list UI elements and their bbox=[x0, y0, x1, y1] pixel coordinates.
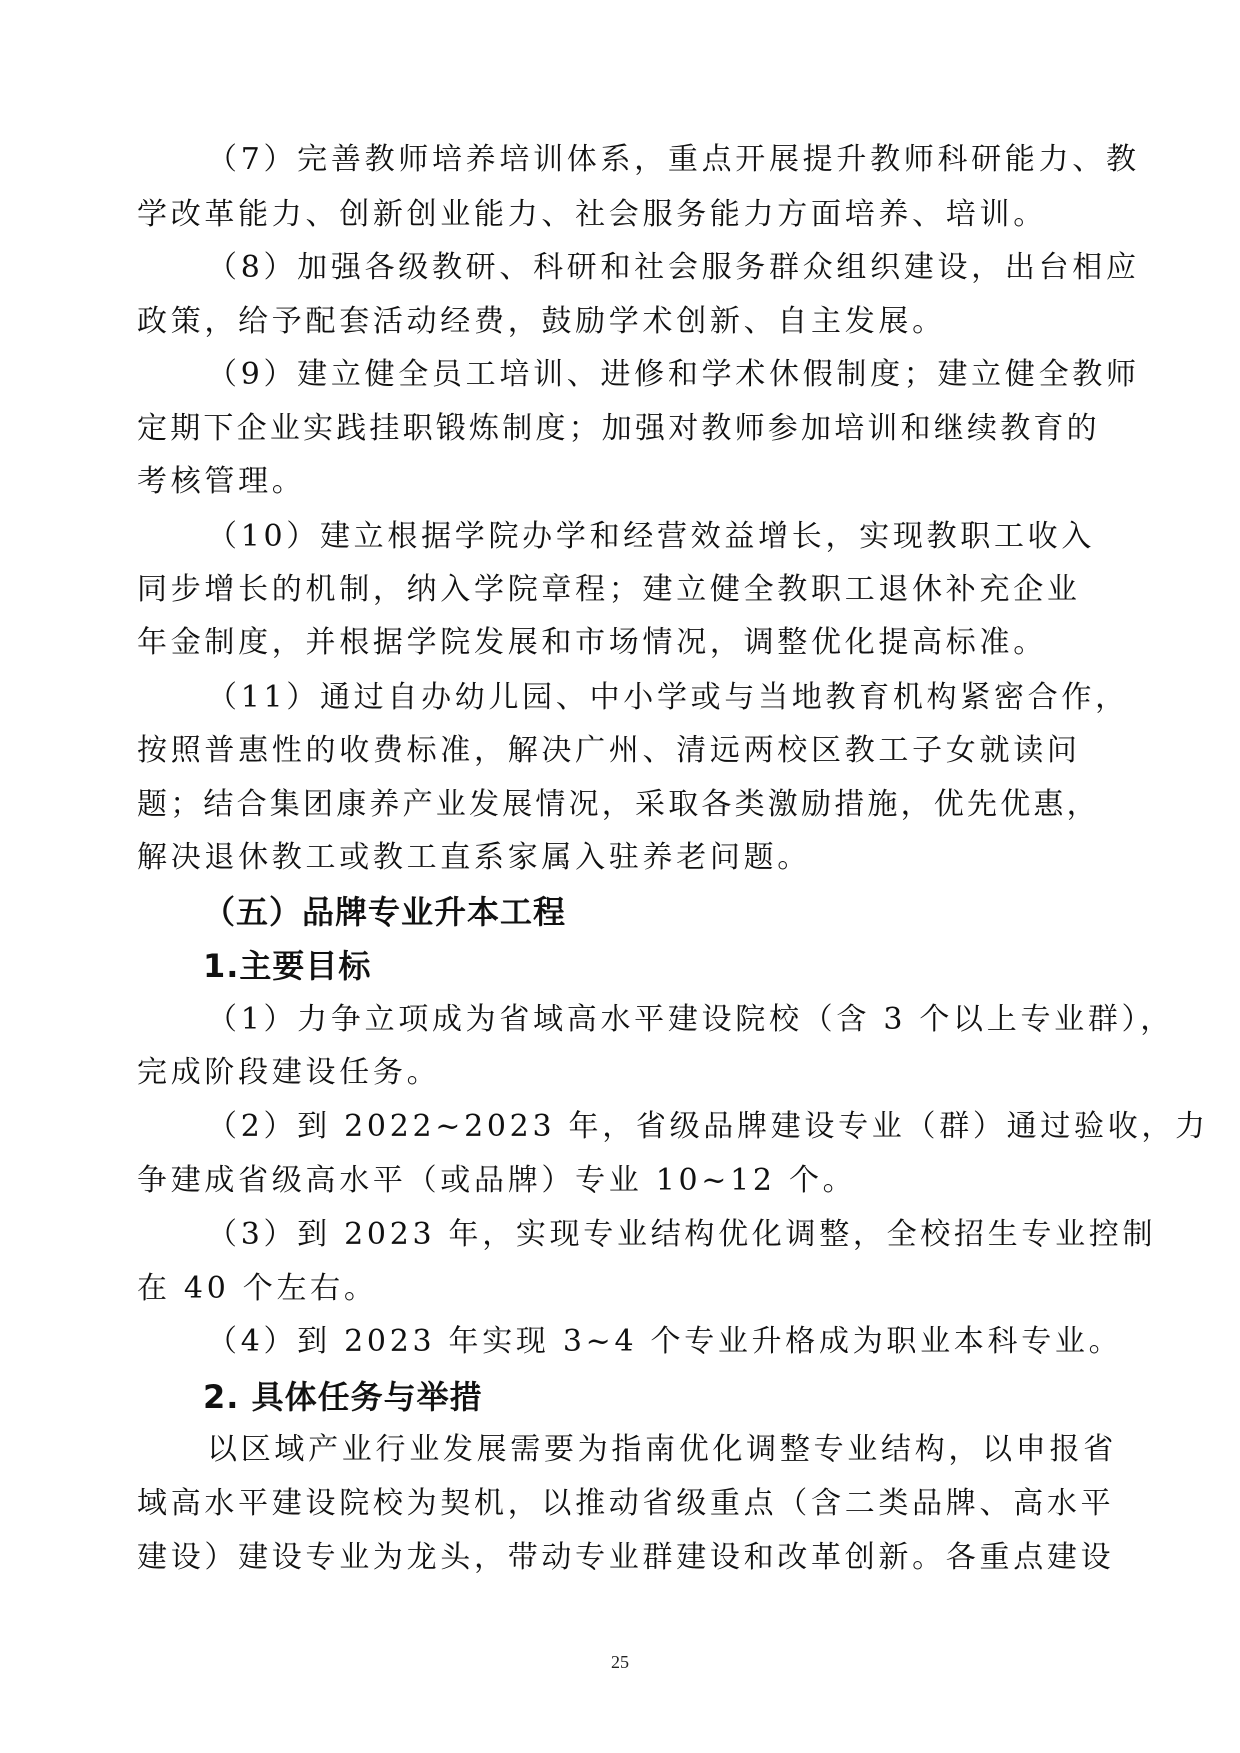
paragraph-11-line-2: 按照普惠性的收费标准，解决广州、清远两校区教工子女就读问 bbox=[137, 733, 1081, 768]
goal-2-line-1: （2）到 2022~2023 年，省级品牌建设专业（群）通过验收，力 bbox=[207, 1109, 1209, 1144]
paragraph-10-line-2: 同步增长的机制，纳入学院章程；建立健全教职工退休补充企业 bbox=[137, 572, 1081, 607]
paragraph-11-line-1: （11）通过自办幼儿园、中小学或与当地教育机构紧密合作， bbox=[207, 680, 1129, 715]
paragraph-7-line-2: 学改革能力、创新创业能力、社会服务能力方面培养、培训。 bbox=[137, 197, 1047, 232]
goal-3-line-1: （3）到 2023 年，实现专业结构优化调整，全校招生专业控制 bbox=[207, 1217, 1157, 1252]
paragraph-11-line-3: 题；结合集团康养产业发展情况，采取各类激励措施，优先优惠， bbox=[137, 787, 1100, 822]
subsection-heading-main-goals: 1.主要目标 bbox=[203, 947, 372, 985]
tasks-line-1: 以区域产业行业发展需要为指南优化调整专业结构，以申报省 bbox=[207, 1432, 1117, 1467]
paragraph-10-line-1: （10）建立根据学院办学和经营效益增长，实现教职工收入 bbox=[207, 519, 1096, 554]
goal-2-line-2: 争建成省级高水平（或品牌）专业 10~12 个。 bbox=[137, 1163, 857, 1198]
goal-1-line-1: （1）力争立项成为省域高水平建设院校（含 3 个以上专业群）， bbox=[207, 1002, 1174, 1037]
goal-4-line-1: （4）到 2023 年实现 3~4 个专业升格成为职业本科专业。 bbox=[207, 1324, 1123, 1359]
tasks-line-2: 域高水平建设院校为契机，以推动省级重点（含二类品牌、高水平 bbox=[137, 1486, 1115, 1521]
paragraph-9-line-1: （9）建立健全员工培训、进修和学术休假制度；建立健全教师 bbox=[207, 357, 1140, 392]
page-number: 25 bbox=[611, 1652, 629, 1672]
section-heading: （五）品牌专业升本工程 bbox=[203, 893, 567, 931]
goal-1-line-2: 完成阶段建设任务。 bbox=[137, 1055, 441, 1090]
paragraph-9-line-2: 定期下企业实践挂职锻炼制度；加强对教师参加培训和继续教育的 bbox=[137, 411, 1100, 446]
paragraph-8-line-1: （8）加强各级教研、科研和社会服务群众组织建设，出台相应 bbox=[207, 250, 1140, 285]
subsection-heading-tasks: 2. 具体任务与举措 bbox=[203, 1378, 483, 1416]
paragraph-7-line-1: （7）完善教师培养培训体系，重点开展提升教师科研能力、教 bbox=[207, 142, 1140, 177]
paragraph-10-line-3: 年金制度，并根据学院发展和市场情况，调整优化提高标准。 bbox=[137, 625, 1047, 660]
paragraph-11-line-4: 解决退休教工或教工直系家属入驻养老问题。 bbox=[137, 840, 811, 875]
paragraph-8-line-2: 政策，给予配套活动经费，鼓励学术创新、自主发展。 bbox=[137, 304, 946, 339]
tasks-line-3: 建设）建设专业为龙头，带动专业群建设和改革创新。各重点建设 bbox=[137, 1540, 1115, 1575]
goal-3-line-2: 在 40 个左右。 bbox=[137, 1271, 378, 1306]
paragraph-9-line-3: 考核管理。 bbox=[137, 464, 306, 499]
